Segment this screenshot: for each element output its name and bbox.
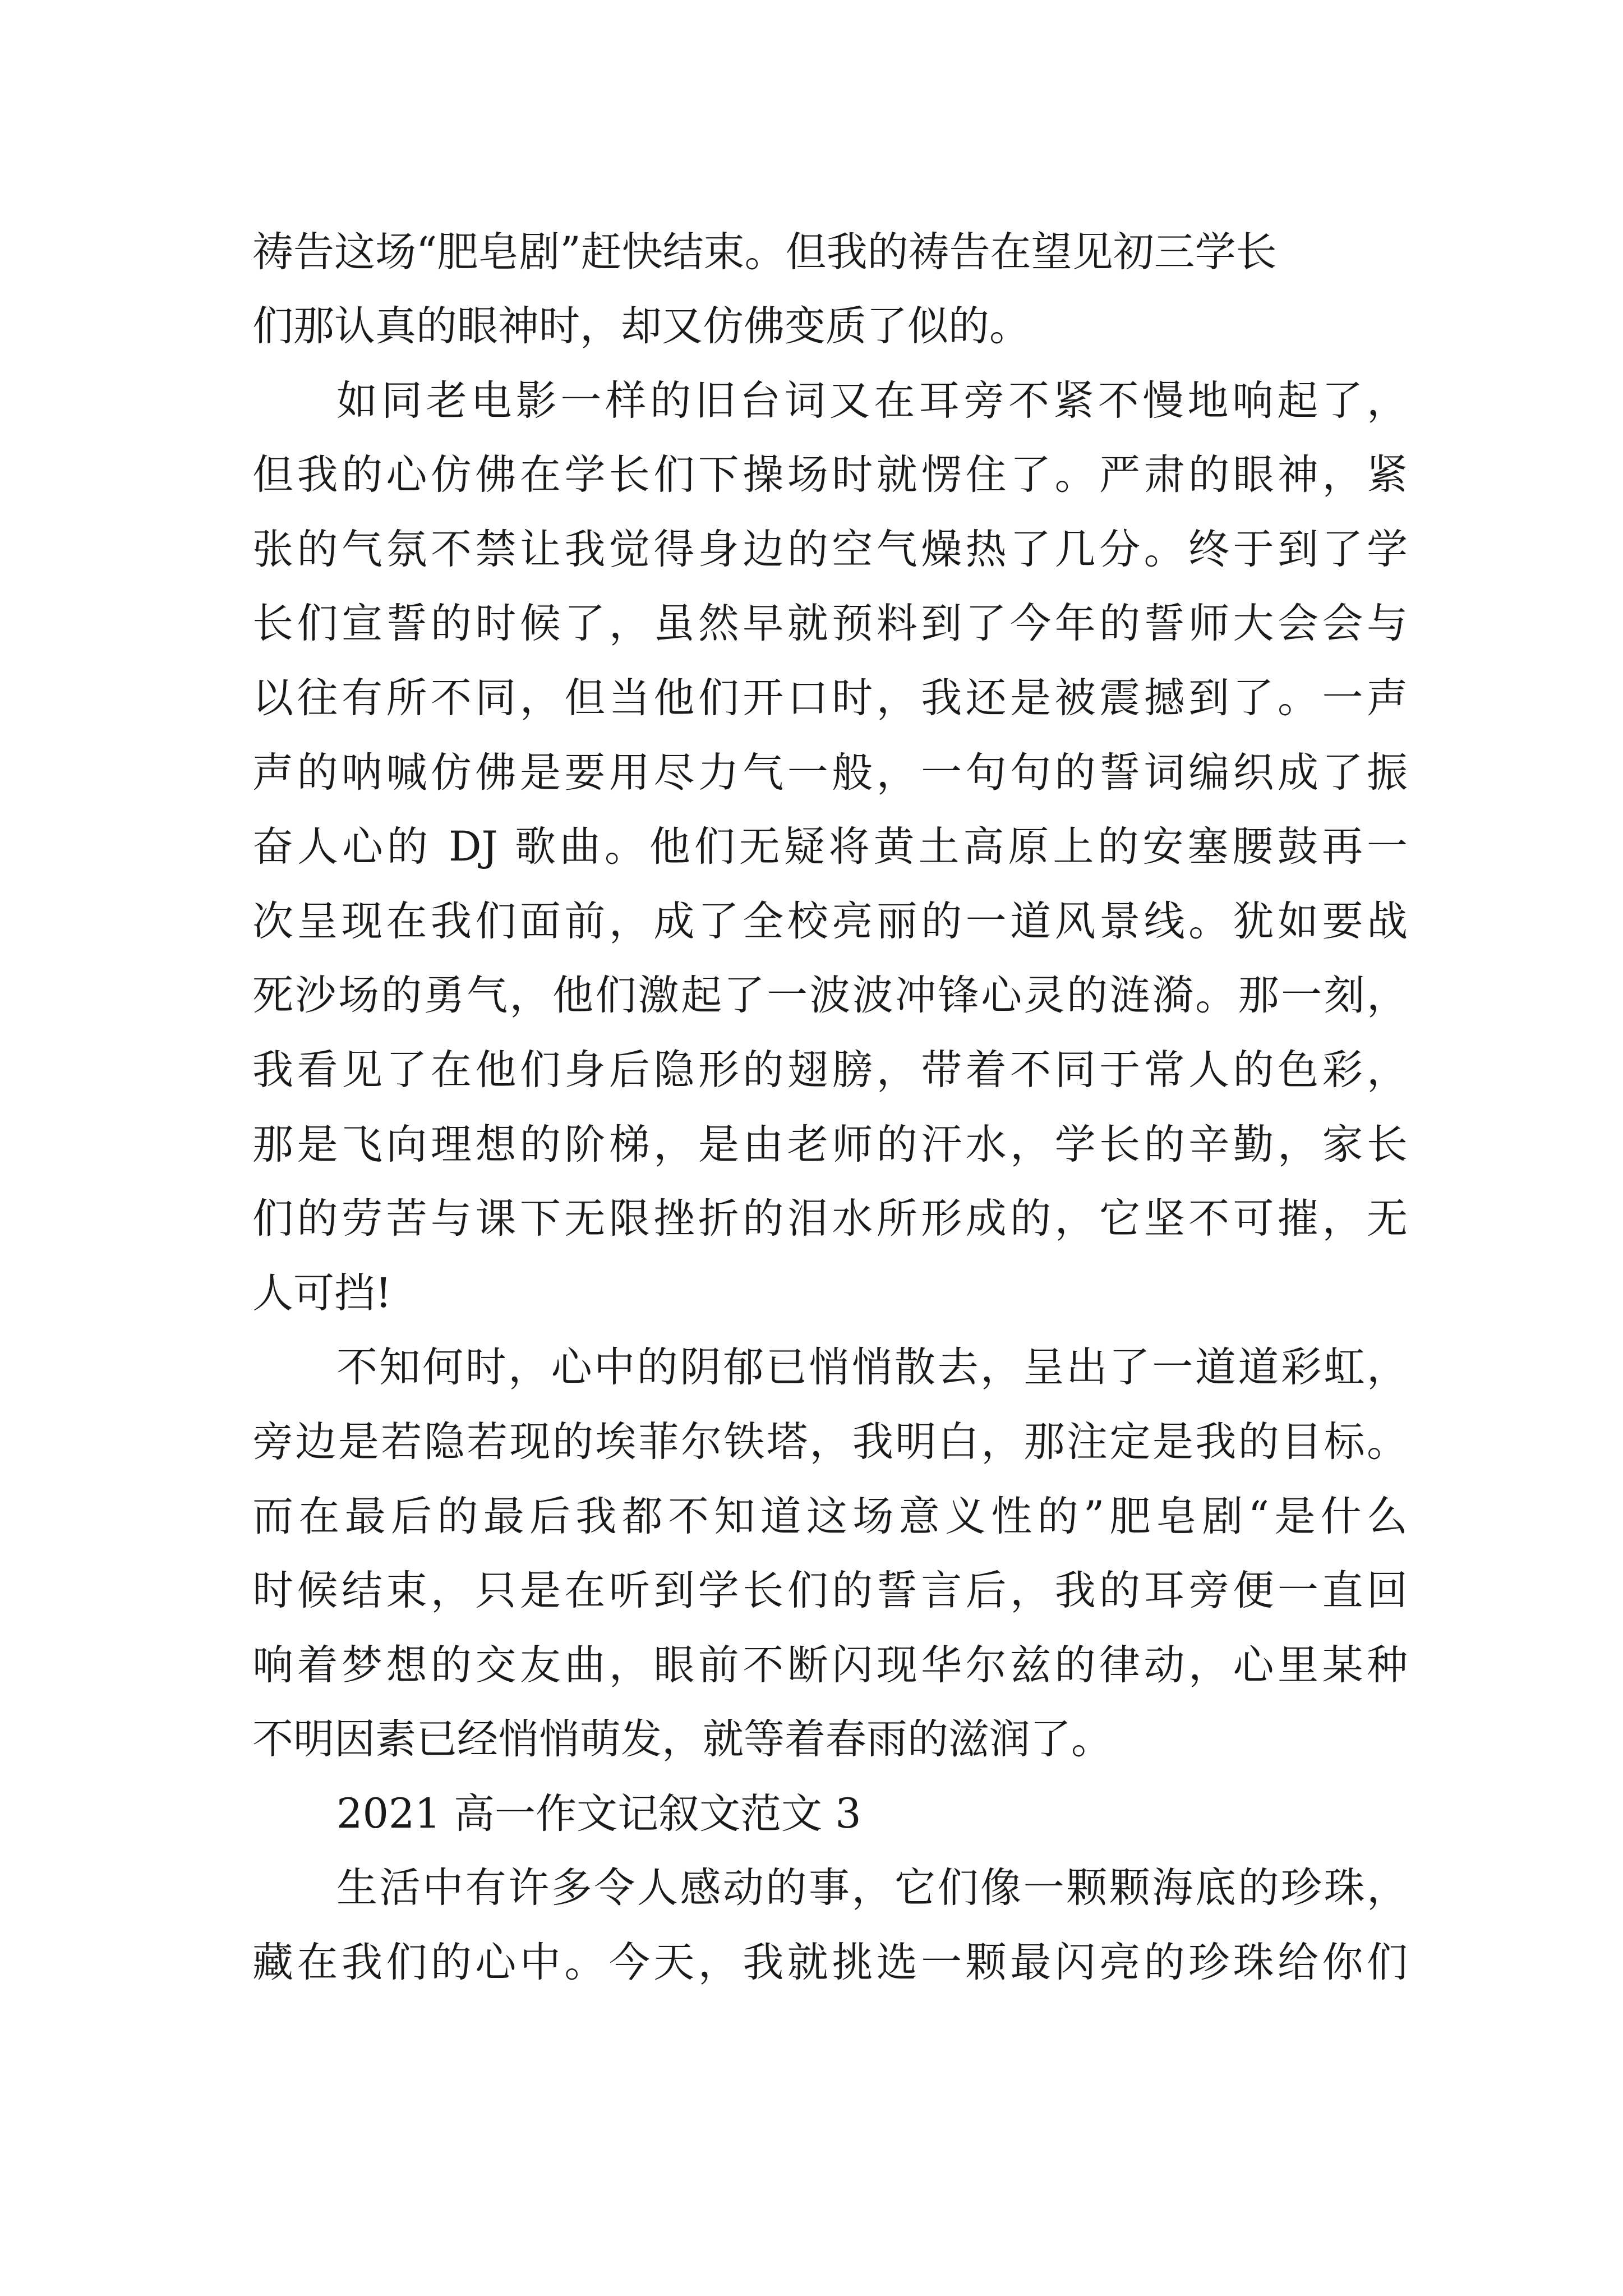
text-line-18: 而在最后的最后我都不知道这场意义性的”肥皂剧“是什么 [252,1493,1408,1540]
text-line-24: 藏在我们的心中。今天，我就挑选一颗最闪亮的珍珠给你们 [252,1939,1408,1986]
text-line-5: 张的气氛不禁让我觉得身边的空气燥热了几分。终于到了学 [252,526,1408,573]
text-line-23: 生活中有许多令人感动的事，它们像一颗颗海底的珍珠， [336,1864,1408,1912]
text-line-11: 死沙场的勇气，他们激起了一波波冲锋心灵的涟漪。那一刻， [252,972,1408,1019]
text-line-3: 如同老电影一样的旧台词又在耳旁不紧不慢地响起了， [336,377,1408,425]
text-line-17: 旁边是若隐若现的埃菲尔铁塔，我明白，那注定是我的目标。 [252,1418,1408,1466]
text-line-1: 祷告这场“肥皂剧”赶快结束。但我的祷告在望见初三学长 [252,228,1277,276]
text-line-16: 不知何时，心中的阴郁已悄悄散去，呈出了一道道彩虹， [336,1343,1408,1391]
text-line-8: 声的呐喊仿佛是要用尽力气一般，一句句的誓词编织成了振 [252,749,1408,797]
text-line-14: 们的劳苦与课下无限挫折的泪水所形成的，它坚不可摧，无 [252,1195,1408,1243]
text-line-20: 响着梦想的交友曲，眼前不断闪现华尔兹的律动，心里某种 [252,1641,1408,1689]
text-line-12: 我看见了在他们身后隐形的翅膀，带着不同于常人的色彩， [252,1046,1408,1094]
text-line-4: 但我的心仿佛在学长们下操场时就愣住了。严肃的眼神，紧 [252,451,1408,499]
text-line-19: 时候结束，只是在听到学长们的誓言后，我的耳旁便一直回 [252,1567,1408,1614]
text-line-15: 人可挡! [252,1269,392,1317]
text-line-2: 们那认真的眼神时，却又仿佛变质了似的。 [252,302,1030,350]
text-line-6: 长们宣誓的时候了，虽然早就预料到了今年的誓师大会会与 [252,600,1408,647]
text-line-21: 不明因素已经悄悄萌发，就等着春雨的滋润了。 [252,1715,1112,1763]
text-line-9: 奋人心的 DJ 歌曲。他们无疑将黄土高原上的安塞腰鼓再一 [252,823,1408,871]
text-line-13: 那是飞向理想的阶梯，是由老师的汗水，学长的辛勤，家长 [252,1121,1408,1168]
section-heading: 2021 高一作文记叙文范文 3 [336,1790,861,1838]
text-line-7: 以往有所不同，但当他们开口时，我还是被震撼到了。一声 [252,674,1408,722]
text-line-10: 次呈现在我们面前，成了全校亮丽的一道风景线。犹如要战 [252,898,1408,945]
